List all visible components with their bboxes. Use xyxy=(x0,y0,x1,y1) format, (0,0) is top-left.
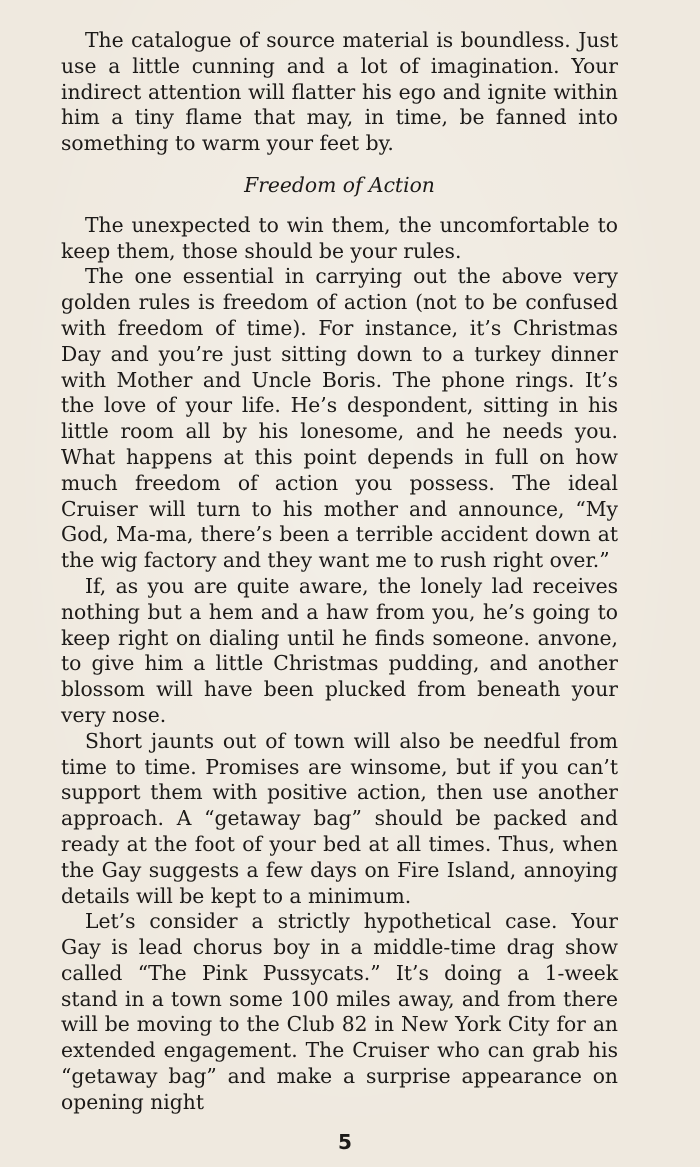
body-text xyxy=(61,28,618,1116)
paragraph-short-jaunts: Short jaunts out of town will also be needful from time to time. Promises are winsome, but if you can’t support them with positive action, then use another approach. A “getaway bag” should be packed and ready at the foot of your bed at all times. Thus, when the Gay suggests a few days on Fire Island, annoying details will be kept to a minimum. xyxy=(61,728,618,908)
paragraph-freedom-of-action: The one essential in carrying out the above very golden rules is freedom of action (not to be confused with freedom of time). For instance, it’s Christmas Day and you’re just sitting down to a turkey dinner with Mother and Uncle Boris. The phone rings. It’s the love of your life. He’s despondent, sitting in his little room all by his lonesome, and he needs you. What happens at this point depends in full on how much freedom of action you possess. The ideal Cruiser will turn to his mother and announce, “My God, Ma-ma, there’s been a terrible accident down at the wig factory and they want me to rush right over.” xyxy=(61,264,618,573)
section-heading: Freedom of Action xyxy=(244,172,435,197)
paragraph-rules: The unexpected to win them, the uncomfortable to keep them, those should be your rules. xyxy=(61,212,618,263)
page-number: 5 xyxy=(338,1130,352,1154)
paragraph-lonely-lad: If, as you are quite aware, the lonely lad receives nothing but a hem and a haw from you, he’s going to keep right on dialing until he finds someone. anvone, to give him a little Christmas pudding, and another blossom will have been plucked from beneath your very nose. xyxy=(61,573,618,727)
paragraph-hypothetical-case: Let’s consider a strictly hypothetical case. Your Gay is lead chorus boy in a middle-time drag show called “The Pink Pussycats.” It’s doing a 1-week stand in a town some 100 miles away, and from there will be moving to the Club 82 in New York City for an extended engagement. The Cruiser who can grab his “getaway bag” and make a surprise appearance on opening night xyxy=(61,909,618,1114)
paragraph-source-material: The catalogue of source material is boundless. Just use a little cunning and a lot of imagination. Your indirect attention will flatter his ego and ignite within him a tiny flame that may, in time, be fanned into something to warm your feet by. xyxy=(61,28,618,156)
